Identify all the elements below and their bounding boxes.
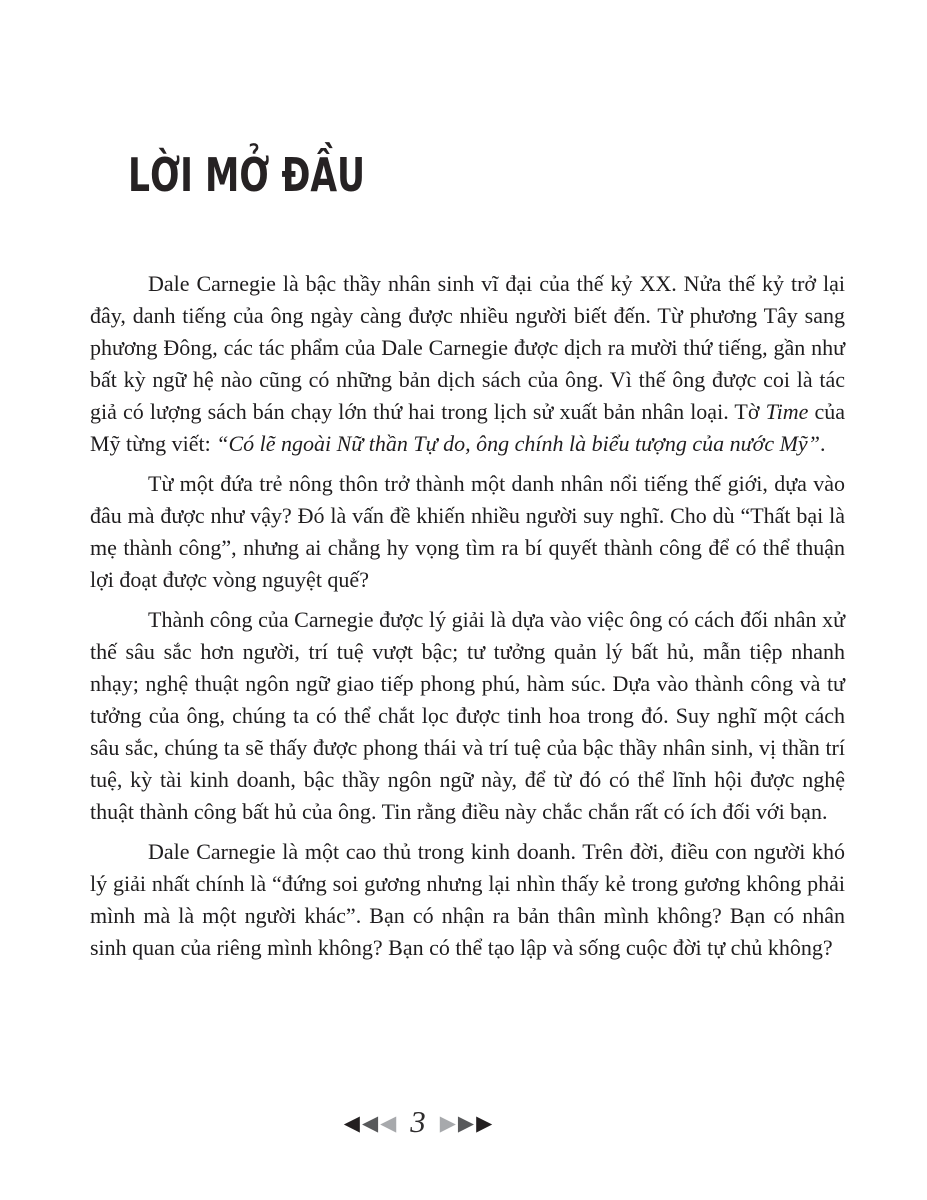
paragraph bbox=[90, 604, 845, 828]
page-navigation bbox=[343, 1104, 493, 1139]
next-arrows bbox=[439, 1110, 493, 1135]
text-run: Time bbox=[765, 399, 809, 424]
text-run: Dale Carnegie là bậc thầy nhân sinh vĩ đại của thế kỷ XX. Nửa thế kỷ trở lại đây, danh tiếng của ông ngày càng được nhiều người biết đến. Từ phương Tây sang phương Đông, các tác phẩm của Dale Carnegie được dịch ra mười thứ tiếng, gần như bất kỳ ngữ hệ nào cũng có những bản dịch sách của ông. Vì thế ông được coi là tác giả có lượng sách bán chạy lớn thứ hai trong lịch sử xuất bản nhân loại. Tờ bbox=[90, 271, 845, 424]
prev-arrow-icon: ◀ bbox=[343, 1110, 360, 1135]
page-number: 3 bbox=[410, 1104, 426, 1139]
prev-arrow-icon: ◀ bbox=[380, 1110, 397, 1135]
next-arrow-icon: ▶ bbox=[457, 1110, 475, 1135]
next-arrow-icon: ▶ bbox=[439, 1110, 456, 1135]
paragraph bbox=[90, 268, 845, 460]
text-run: Thành công của Carnegie được lý giải là dựa vào việc ông có cách đối nhân xử thế sâu sắc hơn người, trí tuệ vượt bậc; tư tưởng quản lý bất hủ, mẫn tiệp nhanh nhạy; nghệ thuật ngôn ngữ giao tiếp phong phú, hàm súc. Dựa vào thành công và tư tưởng của ông, chúng ta có thể chắt lọc được tinh hoa trong đó. Suy nghĩ một cách sâu sắc, chúng ta sẽ thấy được phong thái và trí tuệ của bậc thầy nhân sinh, vị thần trí tuệ, kỳ tài kinh doanh, bậc thầy ngôn ngữ này, để từ đó có thể lĩnh hội được nghệ thuật thành công bất hủ của ông. Tin rằng điều này chắc chắn rất có ích đối với bạn. bbox=[90, 607, 845, 824]
prev-arrows bbox=[343, 1110, 397, 1135]
next-arrow-icon: ▶ bbox=[476, 1110, 493, 1135]
page-title: LỜI MỞ ĐẦU bbox=[128, 148, 366, 202]
text-run: Từ một đứa trẻ nông thôn trở thành một danh nhân nổi tiếng thế giới, dựa vào đâu mà được như vậy? Đó là vấn đề khiến nhiều người suy nghĩ. Cho dù “Thất bại là mẹ thành công”, nhưng ai chẳng hy vọng tìm ra bí quyết thành công để có thể thuận lợi đoạt được vòng nguyệt quế? bbox=[90, 471, 845, 592]
paragraph bbox=[90, 836, 845, 964]
text-run: “Có lẽ ngoài Nữ thần Tự do, ông chính là biểu tượng của nước Mỹ” bbox=[216, 431, 820, 456]
text-run: Dale Carnegie là một cao thủ trong kinh doanh. Trên đời, điều con người khó lý giải nhất chính là “đứng soi gương nhưng lại nhìn thấy kẻ trong gương không phải mình mà là một người khác”. Bạn có nhận ra bản thân mình không? Bạn có nhân sinh quan của riêng mình không? Bạn có thể tạo lập và sống cuộc đời tự chủ không? bbox=[90, 839, 845, 960]
prev-arrow-icon: ◀ bbox=[361, 1110, 379, 1135]
paragraph bbox=[90, 468, 845, 596]
text-run: của Mỹ từng viết: bbox=[90, 399, 846, 456]
text-run: . bbox=[819, 431, 826, 456]
content bbox=[90, 268, 845, 972]
